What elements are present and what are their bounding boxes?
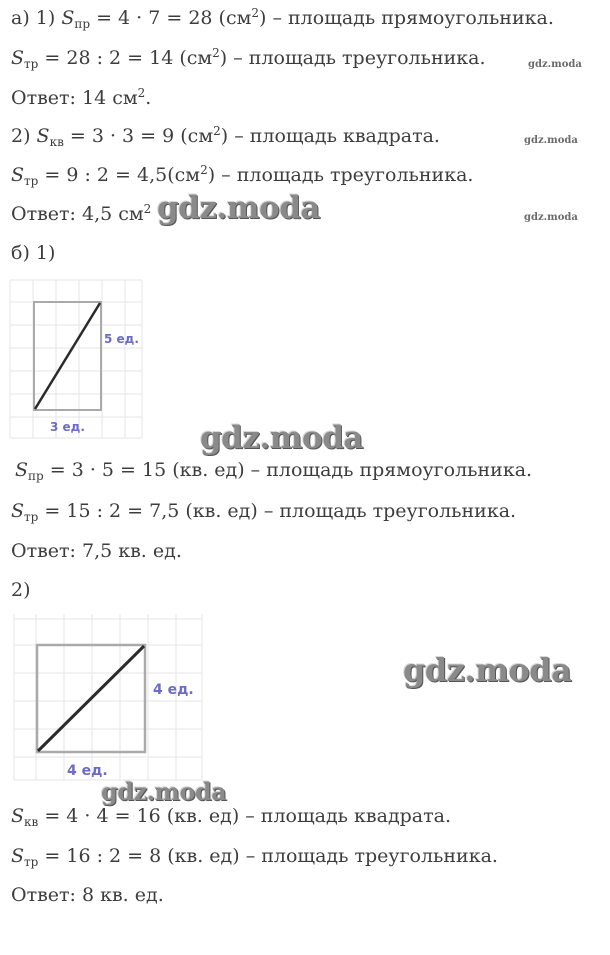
figure-square — [14, 614, 214, 784]
part-a-label: а) 1) — [11, 7, 62, 29]
area-symbol: S — [11, 47, 25, 69]
unit-exponent: 2 — [137, 86, 146, 100]
part-a-line-2 — [11, 46, 486, 70]
side-label: 4 ед. — [153, 682, 194, 698]
watermark-large: gdz.moda — [403, 651, 572, 689]
part-a-line-5 — [11, 163, 473, 187]
area-symbol: S — [11, 845, 25, 867]
area-subscript: тр — [24, 57, 39, 71]
unit-exponent: 2 — [251, 6, 260, 20]
equation-caption: ) – площадь квадрата. — [220, 125, 440, 147]
equation: = 28 : 2 = 14 (см — [38, 47, 213, 69]
area-symbol: S — [11, 500, 25, 522]
equation-caption: ) – площадь треугольника. — [207, 164, 474, 186]
equation: = 15 : 2 = 7,5 (кв. ед) – площадь треугольника. — [38, 500, 517, 522]
part-label: 2) — [11, 125, 37, 147]
part-a-answer-2 — [11, 202, 151, 226]
part-b-answer-1: Ответ: 7,5 кв. ед. — [11, 540, 182, 562]
equation-caption: ) – площадь прямоугольника. — [259, 7, 554, 29]
area-subscript: тр — [24, 510, 39, 524]
equation: = 3 · 3 = 9 (см — [63, 125, 214, 147]
unit-exponent: 2 — [213, 124, 221, 138]
watermark-large: gdz.moda — [157, 190, 320, 226]
area-symbol: S — [11, 164, 25, 186]
part-a-line-4 — [11, 124, 440, 148]
area-subscript: пр — [74, 17, 91, 31]
diagonal-line — [38, 646, 144, 751]
area-subscript: кв — [49, 135, 64, 149]
part-b-answer-2: Ответ: 8 кв. ед. — [11, 884, 164, 906]
part-b-header-2: 2) — [11, 579, 31, 601]
equation-caption: ) – площадь треугольника. — [219, 47, 486, 69]
part-b-line-4 — [11, 804, 451, 828]
answer-end: . — [145, 87, 152, 109]
watermark-small: gdz.moda — [524, 135, 578, 146]
bottom-label: 4 ед. — [67, 763, 108, 779]
area-symbol: S — [15, 459, 29, 481]
part-b-line-5 — [11, 844, 498, 868]
watermark-small: gdz.moda — [524, 212, 578, 223]
answer-text: Ответ: 14 см — [11, 87, 138, 109]
equation: = 4 · 7 = 28 (см — [90, 7, 252, 29]
part-a-answer-1 — [11, 86, 151, 110]
figure-rectangle — [10, 280, 150, 440]
watermark-small: gdz.moda — [528, 59, 582, 70]
area-symbol: S — [11, 805, 25, 827]
equation: = 9 : 2 = 4,5(см — [38, 164, 201, 186]
bottom-label: 3 ед. — [50, 420, 85, 434]
equation: = 4 · 4 = 16 (кв. ед) – площадь квадрата. — [38, 805, 452, 827]
answer-text: Ответ: 4,5 см — [11, 203, 144, 225]
area-subscript: кв — [24, 815, 39, 829]
area-symbol: S — [36, 125, 50, 147]
area-subscript: пр — [28, 469, 44, 483]
part-b-line-2 — [11, 499, 516, 523]
unit-exponent: 2 — [200, 163, 208, 177]
unit-exponent: 2 — [212, 46, 220, 60]
watermark-large: gdz.moda — [200, 420, 363, 456]
part-b-line-1 — [15, 458, 532, 482]
diagonal-line — [35, 303, 100, 409]
equation: = 3 · 5 = 15 (кв. ед) – площадь прямоугольника. — [43, 459, 533, 481]
grid — [10, 280, 142, 438]
area-subscript: тр — [24, 174, 39, 188]
area-symbol: S — [61, 7, 75, 29]
part-a-line-1 — [11, 6, 554, 30]
watermark-large: gdz.moda — [101, 777, 227, 806]
area-subscript: тр — [24, 855, 39, 869]
unit-exponent: 2 — [143, 202, 152, 216]
part-b-header: б) 1) — [11, 242, 56, 264]
equation: = 16 : 2 = 8 (кв. ед) – площадь треугольника. — [38, 845, 498, 867]
side-label: 5 ед. — [104, 332, 139, 346]
